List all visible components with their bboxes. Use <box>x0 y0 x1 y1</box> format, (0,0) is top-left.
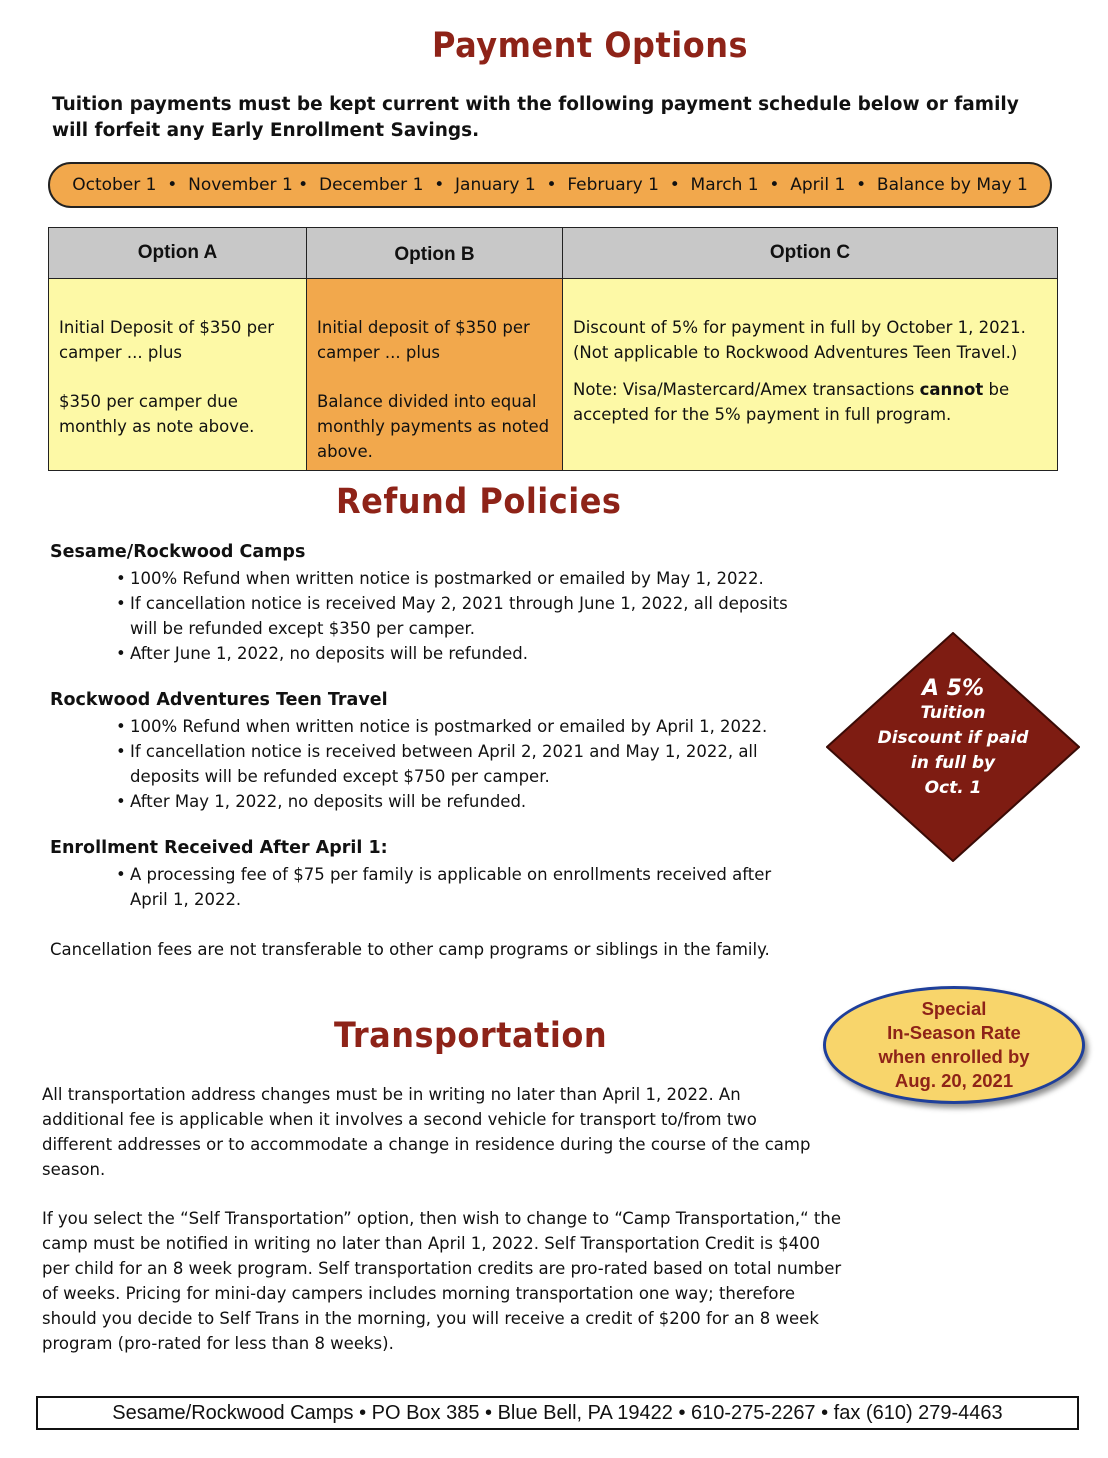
list-item: • If cancellation notice is received between April 2, 2021 and May 1, 2022, all deposits will be refunded except $750 per camper. <box>116 739 806 789</box>
diamond-text <box>826 676 1080 801</box>
option-b-deposit: Initial deposit of $350 per camper ... plus <box>317 318 530 362</box>
payment-options-heading: Payment Options <box>432 24 749 66</box>
option-a-cell <box>49 279 307 471</box>
sesame-camps-title: Sesame/Rockwood Camps <box>50 542 306 562</box>
option-c-discount: Discount of 5% for payment in full by October 1, 2021. (Not applicable to Rockwood Adventures Teen Travel.) <box>573 318 1026 362</box>
diamond-line: A 5% <box>921 676 985 701</box>
teen-refund-list <box>116 714 806 814</box>
option-a-deposit: Initial Deposit of $350 per camper ... plus <box>59 318 275 362</box>
self-transport-paragraph: If you select the “Self Transportation” option, then wish to change to “Camp Transportation,“ the camp must be notified in writing no later than April 1, 2022. Self Transportation Credit is $400 per child for an 8 week program. Self transportation credits are pro-rated based on total number of weeks. Pricing for mini-day campers includes morning transportation one way; therefore should you decide to Self Trans in the morning, you will receive a credit of $200 for an 8 week program (pro-rated for less than 8 weeks). <box>42 1209 842 1353</box>
refund-policies-heading: Refund Policies <box>336 480 622 522</box>
option-b-header: Option B <box>307 228 563 279</box>
late-enrollment-list <box>116 862 796 912</box>
option-c-note-pre: Note: Visa/Mastercard/Amex transactions <box>573 380 920 399</box>
option-c-note-post: be accepted for the 5% payment in full program. <box>573 380 1010 424</box>
teen-travel-title: Rockwood Adventures Teen Travel <box>50 690 388 710</box>
option-c-note <box>573 377 1047 427</box>
footer-text: Sesame/Rockwood Camps • PO Box 385 • Blue Bell, PA 19422 • 610-275-2267 • fax (610) 279-4463 <box>112 1401 1003 1424</box>
discount-diamond-badge <box>826 632 1080 862</box>
diamond-line: Oct. 1 <box>924 778 982 798</box>
transportation-heading: Transportation <box>334 1014 608 1056</box>
option-c-header: Option C <box>563 228 1058 279</box>
list-item: • After June 1, 2022, no deposits will be refunded. <box>116 641 796 666</box>
payment-schedule-pill <box>48 162 1052 208</box>
list-item: • If cancellation notice is received May 2, 2021 through June 1, 2022, all deposits will be refunded except $350 per camper. <box>116 591 796 641</box>
option-b-balance: Balance divided into equal monthly payments as noted above. <box>317 392 550 461</box>
list-item: • 100% Refund when written notice is postmarked or emailed by April 1, 2022. <box>116 714 806 739</box>
oval-line: Special <box>921 998 987 1019</box>
special-rate-oval-badge <box>823 986 1085 1104</box>
late-enrollment-title: Enrollment Received After April 1: <box>50 838 388 858</box>
option-b-cell <box>307 279 563 471</box>
diamond-line: Tuition <box>920 703 986 723</box>
table-row <box>49 279 1058 471</box>
option-c-cell <box>563 279 1058 471</box>
diamond-line: in full by <box>910 753 996 773</box>
sesame-refund-list <box>116 566 796 666</box>
cancellation-note: Cancellation fees are not transferable to other camp programs or siblings in the family. <box>50 940 770 959</box>
list-item: • 100% Refund when written notice is postmarked or emailed by May 1, 2022. <box>116 566 796 591</box>
diamond-line: Discount if paid <box>877 728 1029 748</box>
payment-intro: Tuition payments must be kept current with the following payment schedule below or family will forfeit any Early Enrollment Savings. <box>52 94 1019 141</box>
transport-address-paragraph: All transportation address changes must be in writing no later than April 1, 2022. An additional fee is applicable when it involves a second vehicle for transport to/from two different addresses or to accommodate a change in residence during the course of the camp season. <box>42 1085 811 1179</box>
table-header-row <box>49 228 1058 279</box>
contact-footer <box>36 1396 1079 1430</box>
option-a-monthly: $350 per camper due monthly as note above. <box>59 392 255 436</box>
oval-line: Aug. 20, 2021 <box>894 1070 1014 1091</box>
oval-line: when enrolled by <box>878 1046 1030 1067</box>
option-c-note-bold: cannot <box>919 380 984 399</box>
list-item: • A processing fee of $75 per family is applicable on enrollments received after April 1, 2022. <box>116 862 796 912</box>
list-item: • After May 1, 2022, no deposits will be refunded. <box>116 789 806 814</box>
oval-line: In-Season Rate <box>887 1022 1021 1043</box>
payment-options-table <box>48 227 1058 471</box>
payment-schedule-text: October 1 • November 1 • December 1 • January 1 • February 1 • March 1 • April 1 • Balance by May 1 <box>72 175 1028 195</box>
option-a-header: Option A <box>49 228 307 279</box>
